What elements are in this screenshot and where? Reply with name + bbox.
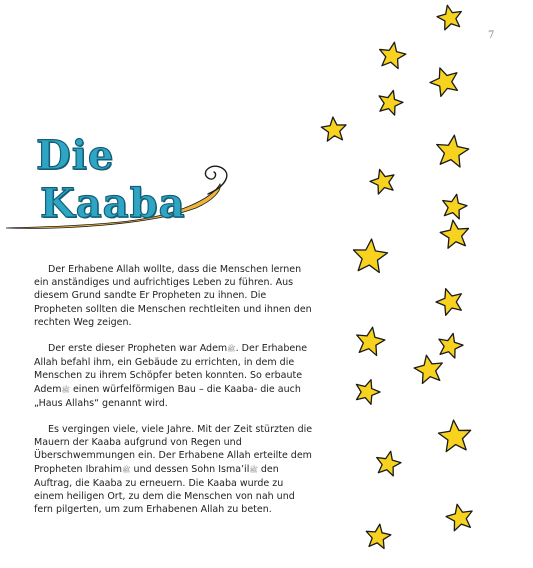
star-icon [439, 218, 471, 249]
star-icon [375, 87, 405, 116]
star-icon [412, 353, 445, 385]
star-icon [377, 40, 408, 70]
paragraph-text: einen würfelförmigen Bau – die Kaaba- die auch „Haus Allahs“ genannt wird. [34, 383, 301, 409]
honorific-symbol: ﷺ [227, 345, 236, 354]
star-icon [352, 376, 383, 406]
honorific-symbol: ﷺ [249, 465, 258, 474]
star-icon [440, 192, 469, 220]
paragraph-text: und dessen Sohn Isma’il [130, 463, 250, 475]
title-line-1: Die [36, 132, 115, 179]
star-icon [364, 522, 392, 549]
paragraph-text: Der erste dieser Propheten war Adem [48, 343, 228, 355]
star-icon [434, 133, 470, 168]
star-icon [435, 3, 464, 31]
star-icon [444, 502, 475, 532]
page-title [0, 120, 260, 240]
star-icon [374, 449, 403, 477]
honorific-symbol: ﷺ [61, 385, 70, 394]
paragraph-2 [34, 342, 314, 410]
paragraph-text: Der Erhabene Allah wollte, dass die Menschen lernen ein anständiges und aufrichtiges Leben zu führen. Aus diesem Grund sandte Er Propheten zu ihnen. Die Propheten sollten die Menschen rechtleiten und ihnen den rechten Weg zeigen. [34, 264, 312, 328]
star-icon [433, 285, 466, 317]
page-number: 7 [488, 30, 495, 41]
star-icon [354, 325, 387, 357]
star-icon [352, 238, 389, 273]
body-text [34, 263, 314, 529]
paragraph-text: . Der Erhabene Allah befahl ihm, ein Gebäude zu errichten, in dem die Menschen zu ihrem Schöpfer beten konnten. So erbaute Adem [34, 343, 308, 395]
paragraph-text: den Auftrag, die Kaaba zu erneuern. Die Kaaba wurde zu einem heiligen Ort, zu dem die Menschen von nah und fern pilgerten, um zum Erhabenen Allah zu beten. [34, 463, 295, 516]
paragraph-3 [34, 423, 314, 516]
star-icon [368, 166, 398, 195]
star-icon [426, 63, 462, 98]
star-icon [437, 419, 472, 453]
star-icon [321, 116, 348, 142]
paragraph-text: Es vergingen viele, viele Jahre. Mit der Zeit stürzten die Mauern der Kaaba aufgrund von Regen und Überschwemmungen ein. Der Erhabene Allah erteilte dem Propheten Ibrahim [34, 424, 313, 475]
title-line-2: Kaaba [40, 180, 186, 227]
star-icon [435, 330, 465, 359]
honorific-symbol: ﷺ [122, 465, 131, 474]
paragraph-1 [34, 263, 314, 329]
